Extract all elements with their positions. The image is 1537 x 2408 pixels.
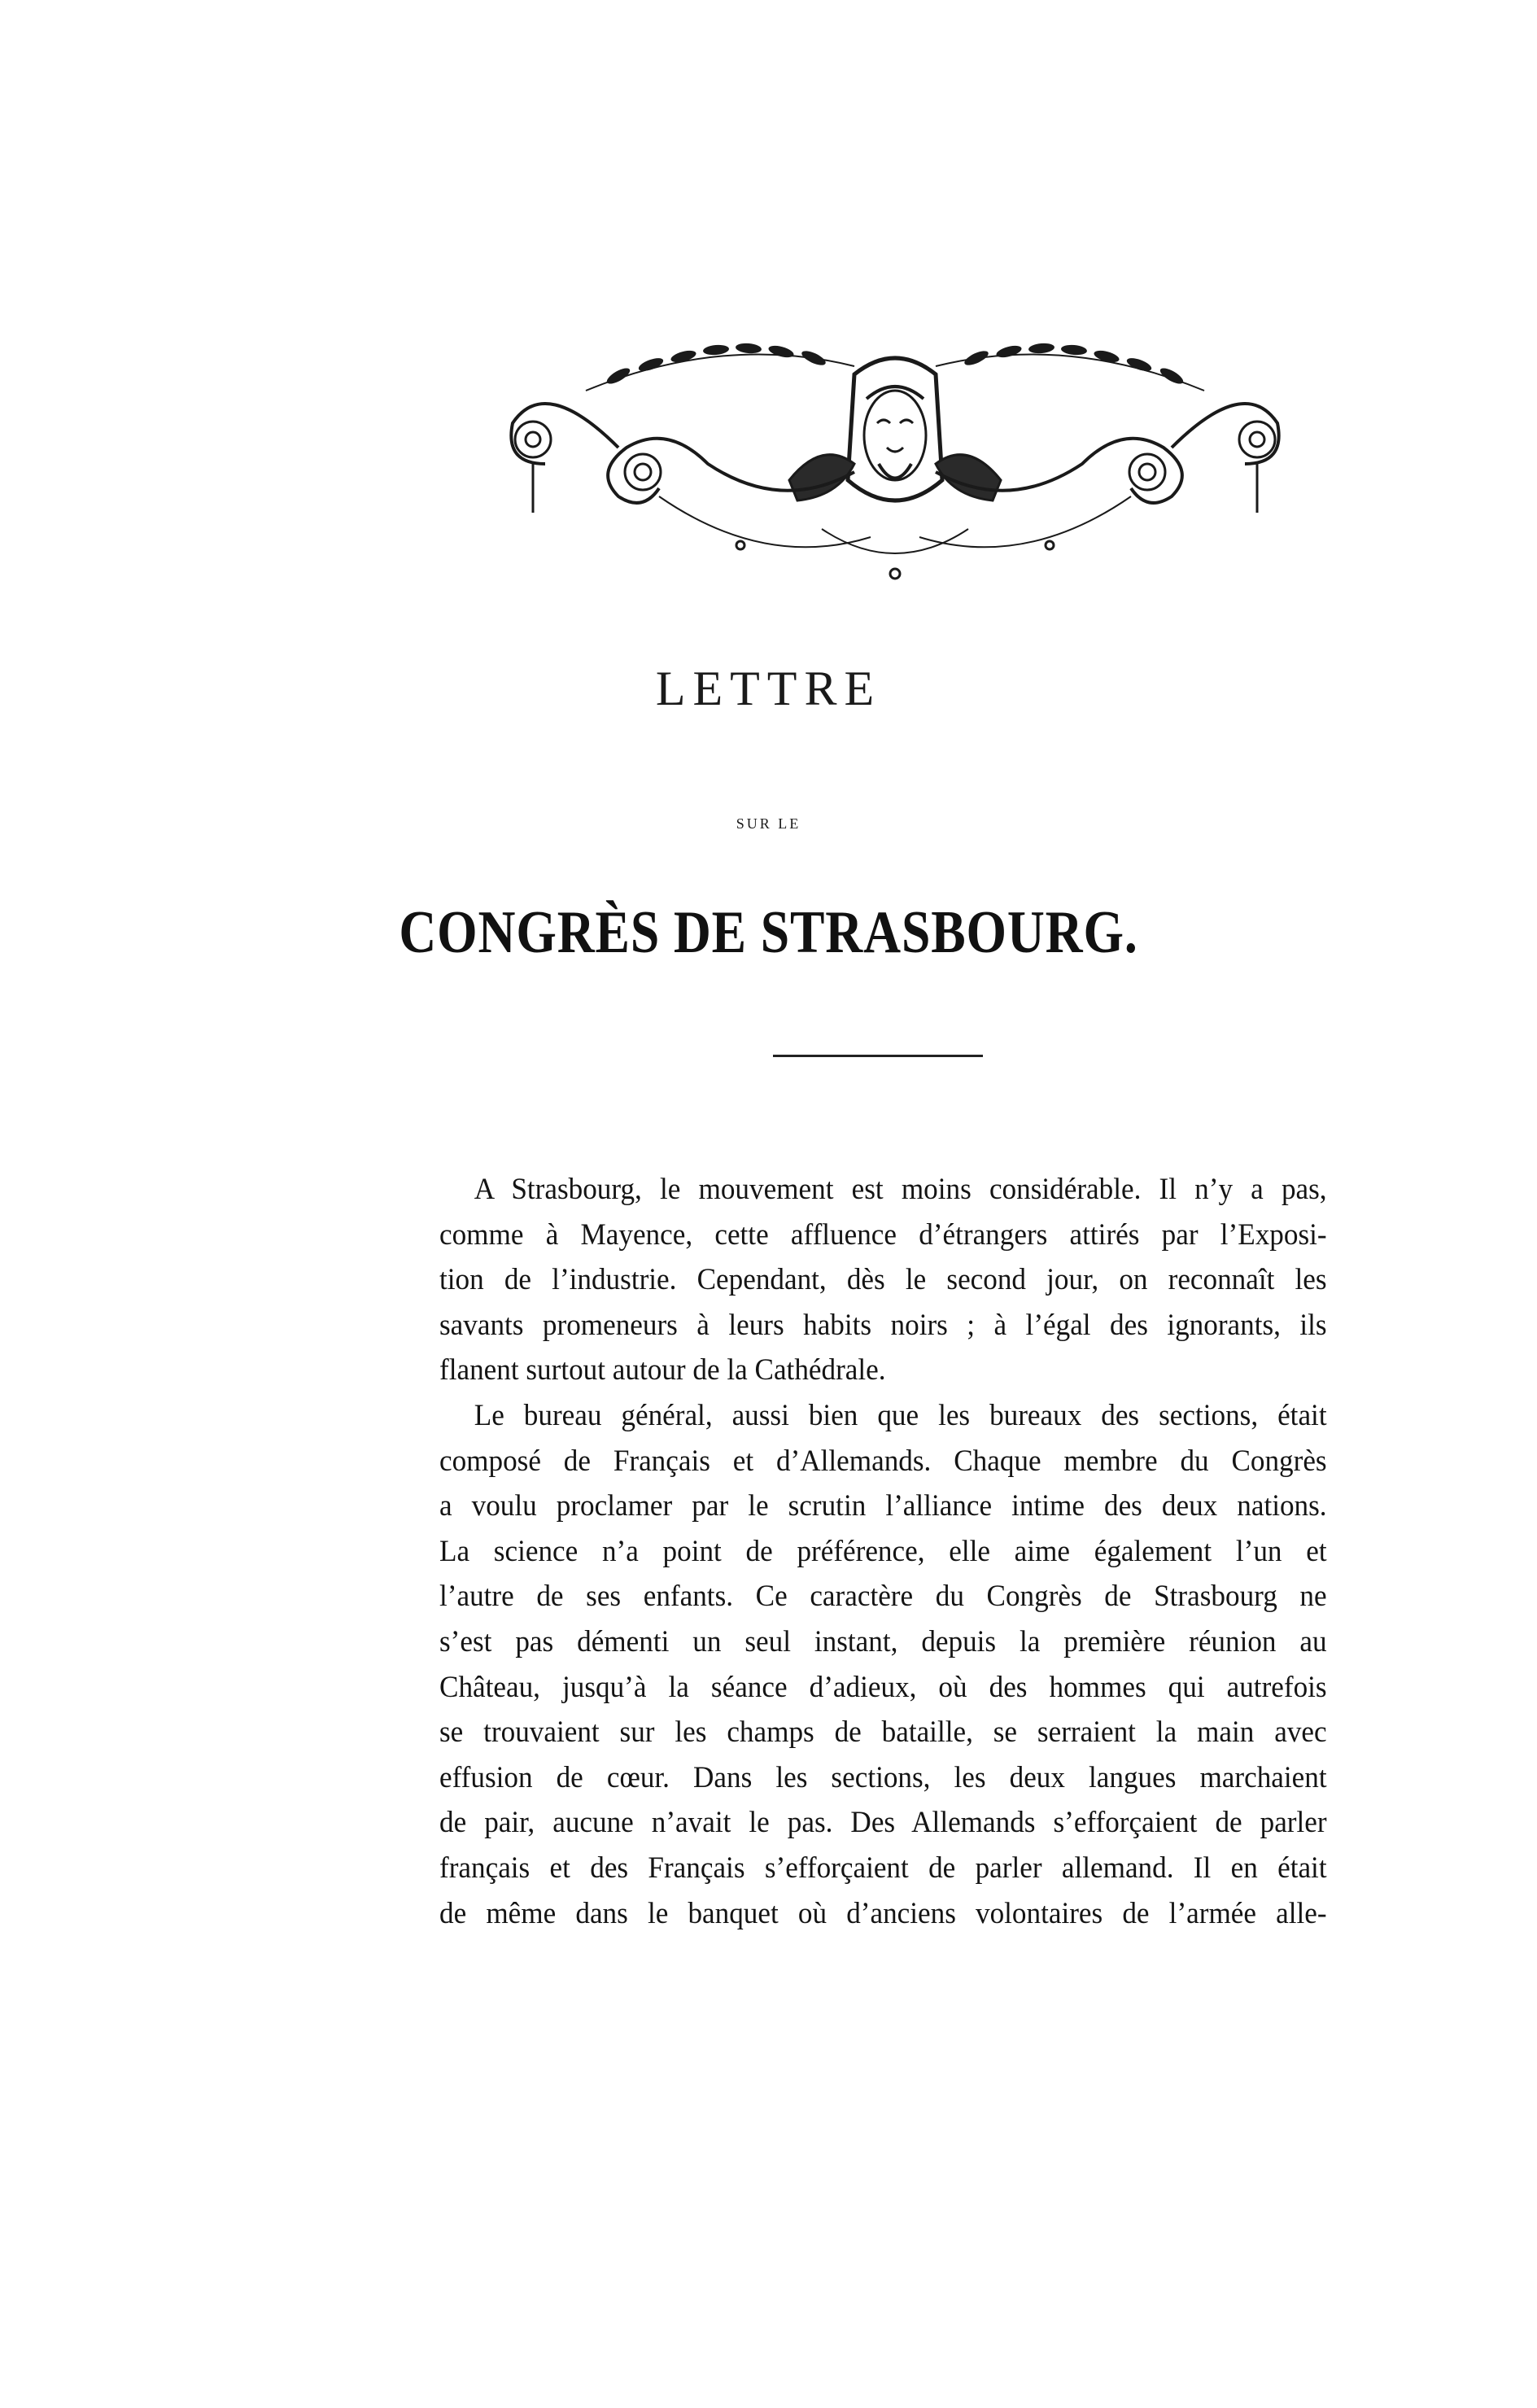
paragraph-2 [439,1393,1327,1936]
text-line: effusion de cœur. Dans les sections, les deux langues marchaient [439,1760,1327,1794]
title-divider [773,1055,983,1057]
text-line: français et des Français s’efforçaient de parler allemand. Il en était [439,1851,1327,1885]
main-heading: CONGRÈS DE STRASBOURG. [399,899,1138,966]
text-line: l’autre de ses enfants. Ce caractère du Congrès de Strasbourg ne [439,1580,1327,1614]
page-title: LETTRE [655,662,882,715]
text-line: flanent surtout autour de la Cathédrale. [439,1353,886,1388]
text-line: A Strasbourg, le mouvement est moins considérable. Il n’y a pas, [474,1173,1327,1206]
text-line: se trouvaient sur les champs de bataille, se serraient la main avec [439,1715,1327,1750]
title-connector: SUR LE [736,815,801,832]
paragraph-1 [439,1167,1327,1393]
text-line: La science n’a point de préférence, elle aime également l’un et [439,1534,1327,1568]
text-line: s’est pas démenti un seul instant, depuis la première réunion au [439,1624,1327,1659]
text-line: a voulu proclamer par le scrutin l’alliance intime des deux nations. [439,1489,1327,1523]
text-line: savants promeneurs à leurs habits noirs ; à l’égal des ignorants, ils [439,1308,1327,1342]
text-line: comme à Mayence, cette affluence d’étrangers attirés par l’Exposi- [439,1217,1327,1252]
text-line: de pair, aucune n’avait le pas. Des Allemands s’efforçaient de parler [439,1806,1327,1840]
text-line: Château, jusqu’à la séance d’adieux, où des hommes qui autrefois [439,1670,1327,1704]
text-line: de même dans le banquet où d’anciens volontaires de l’armée alle- [439,1896,1327,1930]
text-line: Le bureau général, aussi bien que les bureaux des sections, était [474,1398,1327,1432]
body-text [439,1167,1326,1936]
text-line: composé de Français et d’Allemands. Chaque membre du Congrès [439,1444,1327,1478]
text-line: tion de l’industrie. Cependant, dès le second jour, on reconnaît les [439,1263,1327,1297]
laurel-mask-ornament-icon [496,326,1294,594]
